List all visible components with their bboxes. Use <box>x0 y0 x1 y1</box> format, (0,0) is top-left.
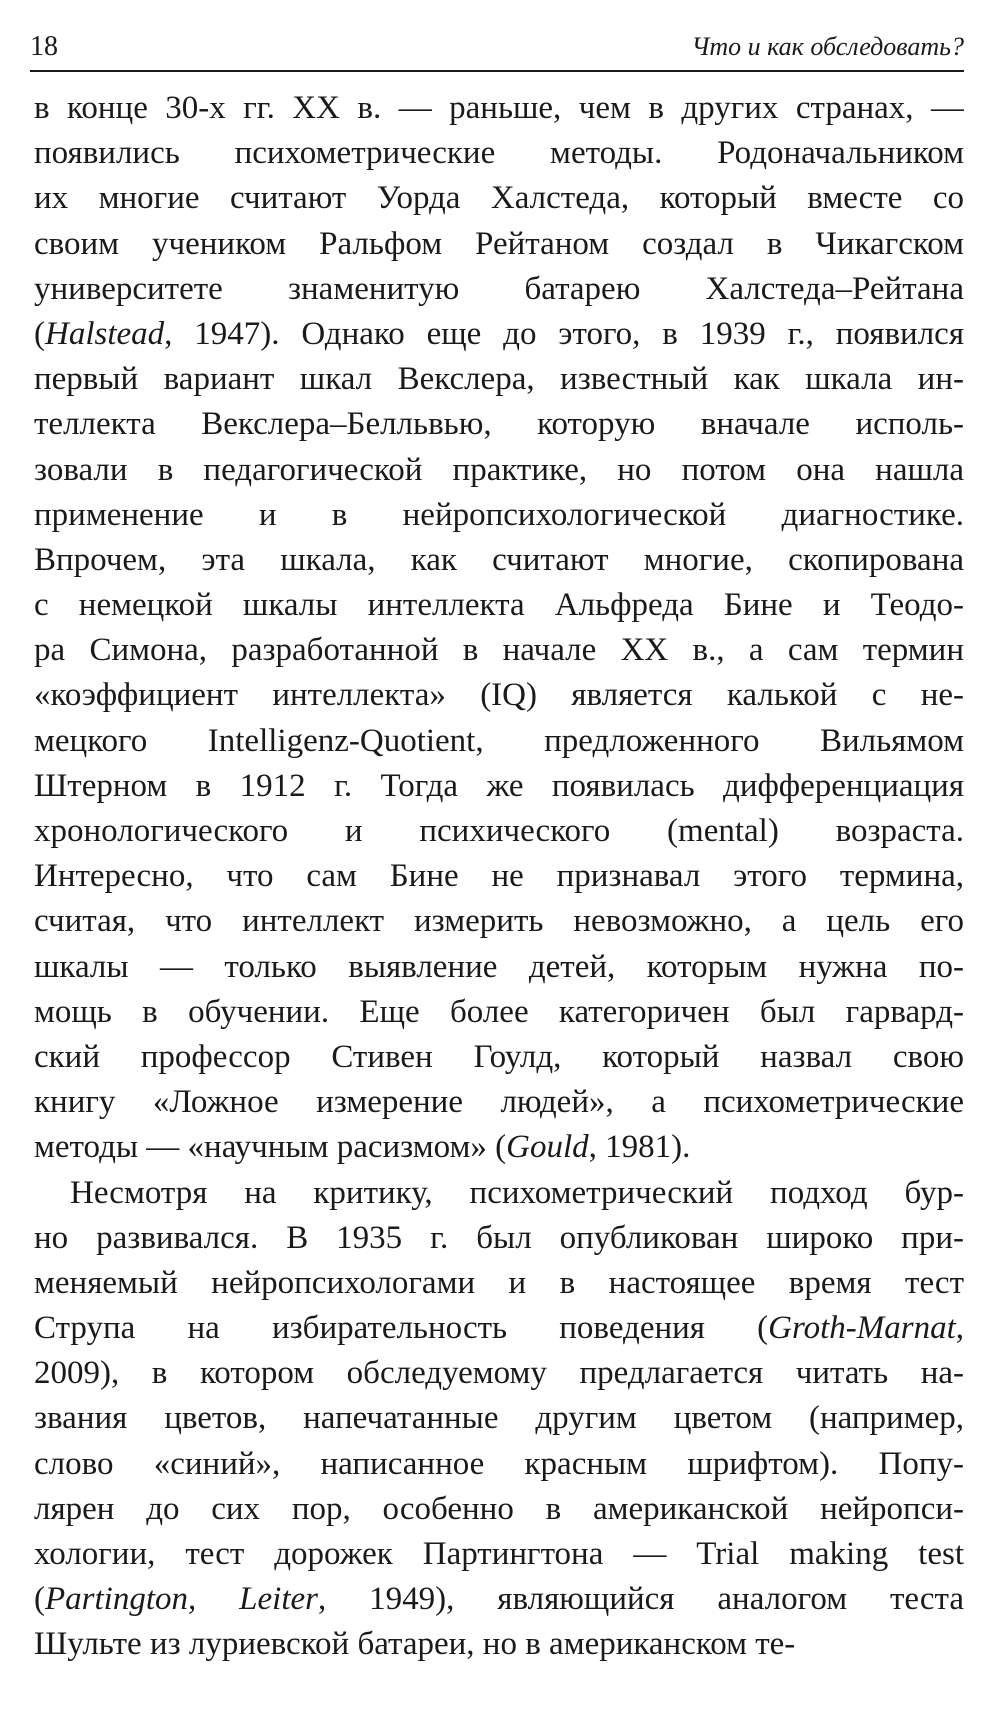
paragraph <box>34 1171 964 1668</box>
paragraph <box>34 86 964 1171</box>
text-line <box>34 312 964 357</box>
text-run: зовали в педагогической практике, но потом она нашла <box>34 451 964 488</box>
text-line <box>34 493 964 538</box>
text-run: слово «синий», написанное красным шрифтом). Попу- <box>34 1445 964 1482</box>
text-line <box>34 131 964 176</box>
text-run: первый вариант шкал Векслера, известный как шкала ин- <box>34 361 964 398</box>
text-line <box>34 1487 964 1532</box>
text-line <box>34 1035 964 1080</box>
text-run: шкалы — только выявление детей, которым нужна по- <box>34 948 964 985</box>
text-line <box>34 86 964 131</box>
citation-author: Halstead <box>45 315 165 352</box>
text-run: Шульте из луриевской батареи, но в американском те- <box>34 1626 796 1663</box>
citation-author: Groth-Marnat <box>768 1310 956 1347</box>
text-line <box>34 1622 964 1667</box>
text-run: звания цветов, напечатанные другим цветом (например, <box>34 1400 964 1437</box>
text-line <box>34 1171 964 1216</box>
text-line <box>34 1351 964 1396</box>
text-run: , 1949), являющийся аналогом теста <box>318 1581 964 1618</box>
text-line <box>34 402 964 447</box>
text-run: методы — «научным расизмом» ( <box>34 1129 507 1166</box>
text-run: Несмотря на критику, психометрический подход бур- <box>70 1174 964 1211</box>
text-run: применение и в нейропсихологической диагностике. <box>34 496 964 533</box>
text-run: но развивался. В 1935 г. был опубликован широко при- <box>34 1219 964 1256</box>
text-run: Интересно, что сам Бине не признавал этого термина, <box>34 858 964 895</box>
body-text <box>34 86 964 1668</box>
text-run: ский профессор Стивен Гоулд, который назвал свою <box>34 1038 964 1075</box>
text-run: , 1981). <box>588 1129 691 1166</box>
text-line <box>34 990 964 1035</box>
text-line <box>34 583 964 628</box>
text-line <box>34 673 964 718</box>
text-line <box>34 1216 964 1261</box>
text-run: ( <box>34 315 45 352</box>
page-header <box>30 30 964 72</box>
page-number: 18 <box>30 31 58 62</box>
text-run: хронологического и психического (mental) возраста. <box>34 813 964 849</box>
text-run: Впрочем, эта шкала, как считают многие, скопирована <box>34 541 964 578</box>
text-line <box>34 1577 964 1622</box>
text-run: в конце 30-х гг. XX в. — раньше, чем в других странах, — <box>34 90 964 126</box>
text-line <box>34 1080 964 1125</box>
text-run: своим учеником Ральфом Рейтаном создал в Чикагском <box>34 225 964 262</box>
text-line <box>34 945 964 990</box>
text-line <box>34 448 964 493</box>
text-run: 2009), в котором обследуемому предлагается читать на- <box>34 1355 964 1392</box>
text-run: , 1947). Однако еще до этого, в 1939 г., появился <box>164 315 964 352</box>
text-run: их многие считают Уорда Халстеда, который вместе со <box>34 180 964 217</box>
text-run: ра Симона, разработанной в начале XX в., а сам термин <box>34 632 964 669</box>
text-run: хологии, тест дорожек Партингтона — Trial making test <box>34 1536 964 1572</box>
text-run: с немецкой шкалы интеллекта Альфреда Бине и Теодо- <box>34 587 964 624</box>
text-run: считая, что интеллект измерить невозможно, а цель его <box>34 903 964 940</box>
text-run: мецкого Intelligenz-Quotient, предложенного Вильямом <box>34 722 964 759</box>
text-run: мощь в обучении. Еще более категоричен был гарвард- <box>34 993 964 1030</box>
text-run: теллекта Векслера–Белльвью, которую вначале исполь- <box>34 406 964 443</box>
text-run: Штерном в 1912 г. Тогда же появилась дифференциация <box>34 767 964 804</box>
citation-author: Partington, Leiter <box>45 1581 318 1618</box>
text-line <box>34 1261 964 1306</box>
text-run: «коэффициент интеллекта» (IQ) является калькой с не- <box>34 677 964 714</box>
text-line <box>34 176 964 221</box>
text-run: книгу «Ложное измерение людей», а психометрические <box>34 1084 964 1121</box>
text-line <box>34 1532 964 1577</box>
text-run: появились психометрические методы. Родоначальником <box>34 135 964 172</box>
text-line <box>34 538 964 583</box>
text-line <box>34 1125 964 1170</box>
text-run: ( <box>34 1581 45 1618</box>
text-line <box>34 1306 964 1351</box>
text-run: лярен до сих пор, особенно в американской нейропси- <box>34 1490 964 1527</box>
text-line <box>34 222 964 267</box>
text-line <box>34 719 964 764</box>
text-line <box>34 899 964 944</box>
text-run: , <box>955 1310 964 1347</box>
running-head: Что и как обследовать? <box>691 32 964 61</box>
text-run: Струпа на избирательность поведения ( <box>34 1310 769 1347</box>
text-line <box>34 764 964 809</box>
text-line <box>34 1396 964 1441</box>
text-run: меняемый нейропсихологами и в настоящее время тест <box>34 1264 964 1301</box>
text-line <box>34 357 964 402</box>
text-line <box>34 267 964 312</box>
text-line <box>34 1442 964 1487</box>
text-run: университете знаменитую батарею Халстеда–Рейтана <box>34 270 964 307</box>
citation-author: Gould <box>506 1129 589 1166</box>
text-line <box>34 628 964 673</box>
text-line <box>34 854 964 899</box>
text-line <box>34 809 964 854</box>
